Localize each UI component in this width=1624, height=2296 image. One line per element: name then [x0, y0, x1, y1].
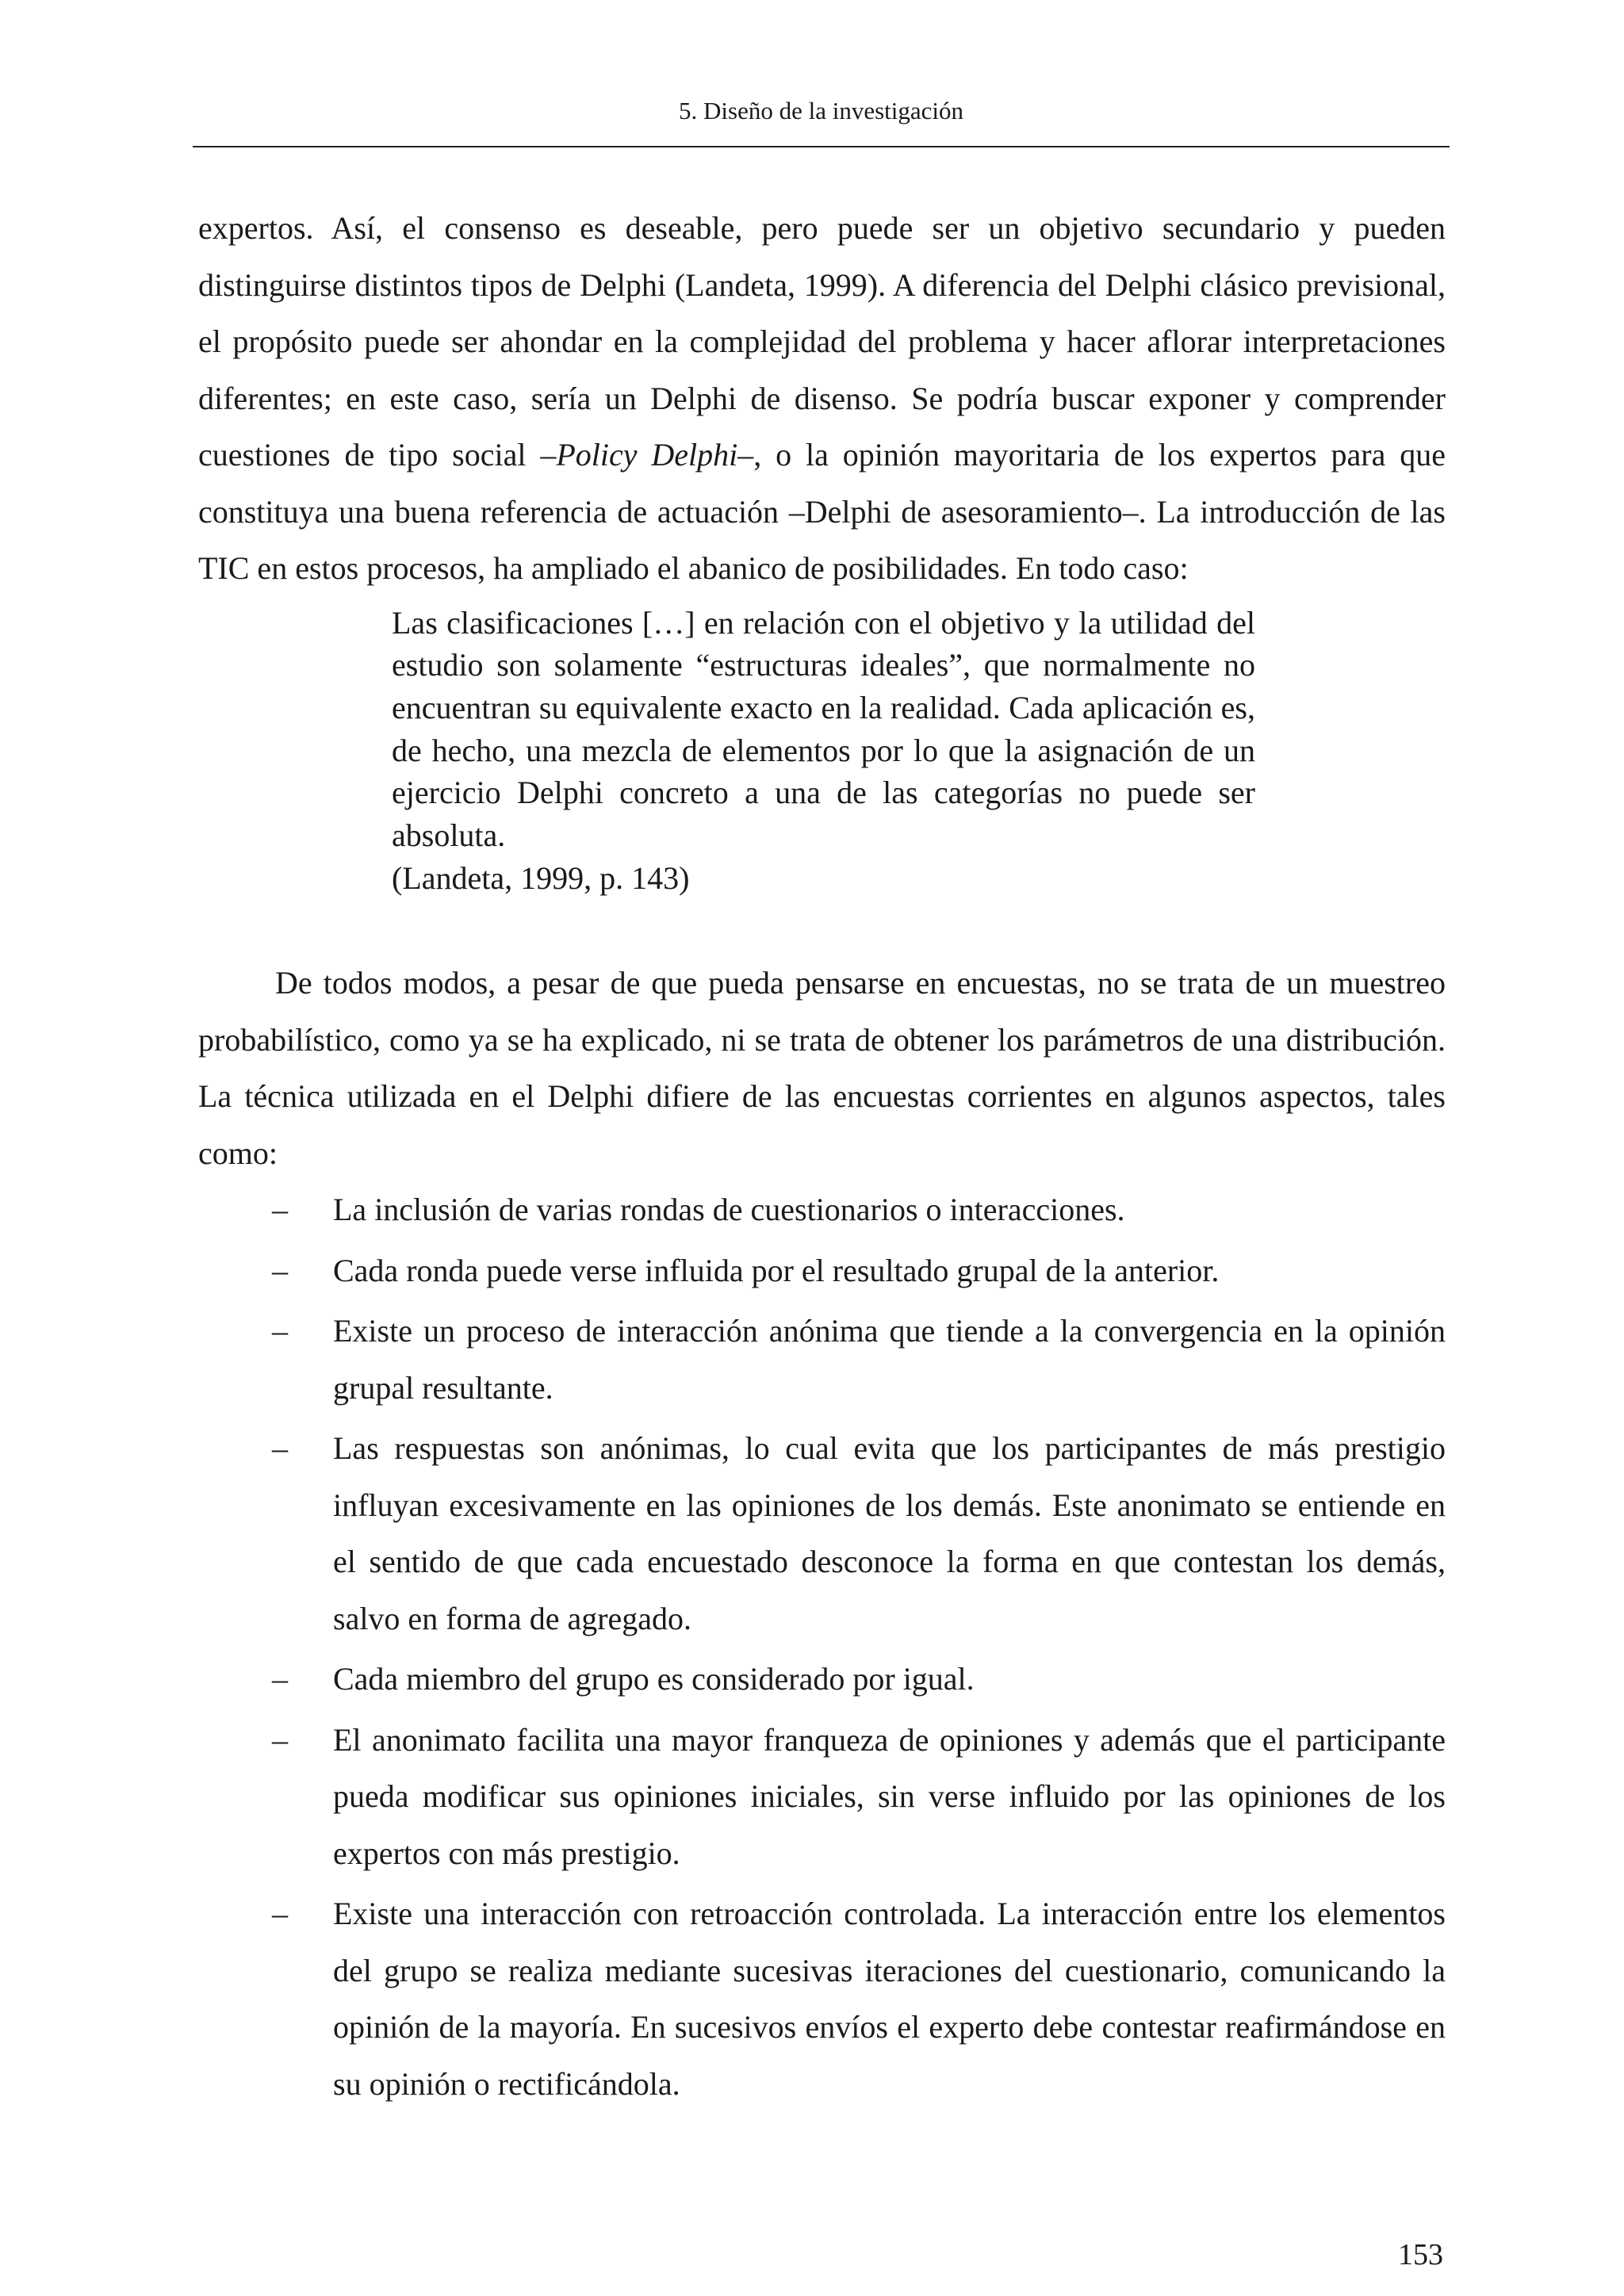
dash-bullet-icon: –	[272, 1252, 288, 1288]
list-item-text: La inclusión de varias rondas de cuestionarios o interacciones.	[333, 1192, 1125, 1228]
dash-bullet-icon: –	[272, 1721, 288, 1758]
block-quote-citation: (Landeta, 1999, p. 143)	[392, 859, 690, 896]
paragraph-techniques: De todos modos, a pesar de que pueda pensarse en encuestas, no se trata de un muestreo probabilístico, como ya se ha explicado, ni se trata de obtener los parámetros de una distribución. La técnica utilizada en el Delphi difiere de las encuestas corrientes en algunos aspectos, tales como:	[198, 965, 1446, 1171]
header-rule	[193, 146, 1450, 147]
list-item	[198, 1420, 1446, 1647]
dash-bullet-icon: –	[272, 1661, 288, 1697]
dash-bullet-icon: –	[272, 1313, 288, 1349]
list-item-text: Cada miembro del grupo es considerado por igual.	[333, 1661, 975, 1697]
list-item	[198, 1885, 1446, 2112]
bullet-list	[198, 1181, 1446, 2112]
paragraph-intro	[198, 200, 1446, 597]
paragraph-intro-text-a: expertos. Así, el consenso es deseable, pero puede ser un objetivo secundario y pueden distinguirse distintos tipos de Delphi (Landeta, 1999). A diferencia del Delphi clásico previsional, el propósito puede ser ahondar en la complejidad del problema y hacer aflorar interpretaciones diferentes; en este caso, sería un Delphi de disenso. Se podría buscar exponer y comprender cuestiones de tipo social –	[198, 210, 1446, 473]
page-number: 153	[1398, 2238, 1443, 2271]
list-item	[198, 1181, 1446, 1238]
dash-bullet-icon: –	[272, 1430, 288, 1467]
paragraph-intro-text-b: –, o la opinión mayoritaria de los expertos para que constituya una buena referencia de actuación –Delphi de asesoramiento–. La introducción de las TIC en estos procesos, ha ampliado el abanico de posibilidades. En todo caso:	[198, 437, 1446, 586]
paragraph-intro-italic: Policy Delphi	[556, 437, 738, 473]
list-item-text: Existe una interacción con retroacción controlada. La interacción entre los elementos del grupo se realiza mediante sucesivas iteraciones del cuestionario, comunicando la opinión de la mayoría. En sucesivos envíos el experto debe contestar reafirmándose en su opinión o rectificándola.	[333, 1896, 1446, 2102]
running-header: 5. Diseño de la investigación	[679, 97, 963, 124]
list-item	[198, 1651, 1446, 1708]
list-item-text: Las respuestas son anónimas, lo cual evita que los participantes de más prestigio influyan excesivamente en las opiniones de los demás. Este anonimato se entiende en el sentido de que cada encuestado desconoce la forma en que contestan los demás, salvo en forma de agregado.	[333, 1430, 1446, 1636]
list-item-text: El anonimato facilita una mayor franqueza de opiniones y además que el participante pueda modificar sus opiniones iniciales, sin verse influido por las opiniones de los expertos con más prestigio.	[333, 1721, 1446, 1871]
block-quote-text: Las clasificaciones […] en relación con el objetivo y la utilidad del estudio son solamente “estructuras ideales”, que normalmente no encuentran su equivalente exacto en la realidad. Cada aplicación es, de hecho, una mezcla de elementos por lo que la asignación de un ejercicio Delphi concreto a una de las categorías no puede ser absoluta.	[392, 604, 1255, 854]
body-text	[198, 200, 1446, 2112]
list-item-text: Cada ronda puede verse influida por el resultado grupal de la anterior.	[333, 1252, 1220, 1288]
dash-bullet-icon: –	[272, 1896, 288, 1932]
list-item	[198, 1712, 1446, 1882]
dash-bullet-icon: –	[272, 1192, 288, 1228]
list-item	[198, 1242, 1446, 1299]
list-item-text: Existe un proceso de interacción anónima que tiende a la convergencia en la opinión grupal resultante.	[333, 1313, 1446, 1406]
list-item	[198, 1303, 1446, 1416]
block-quote	[392, 602, 1255, 900]
